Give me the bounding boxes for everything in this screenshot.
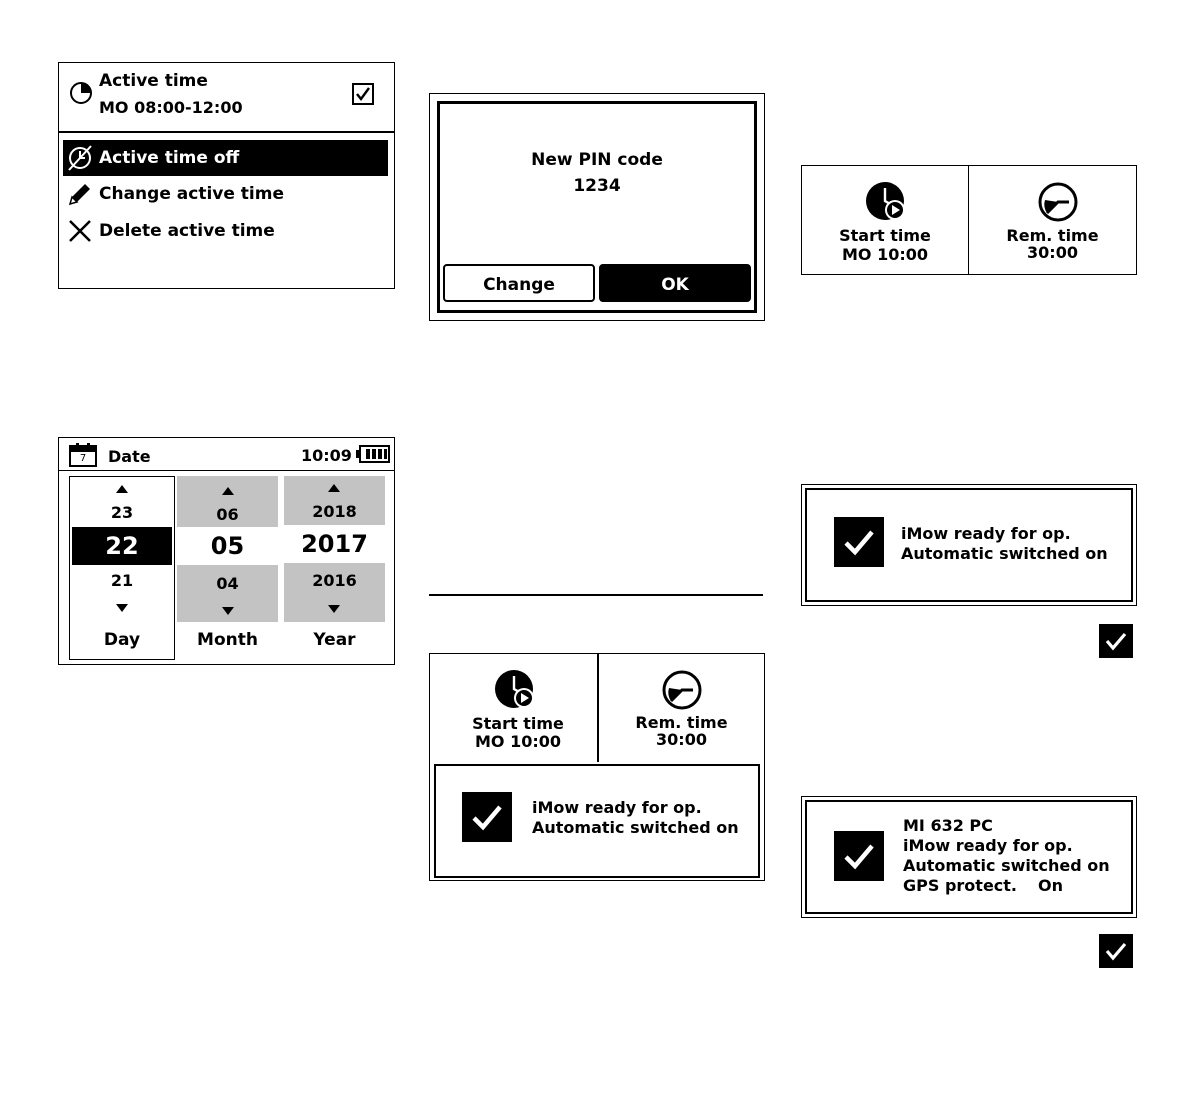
stopwatch-icon — [662, 670, 702, 710]
menu-item-change-active-time[interactable] — [63, 176, 388, 212]
ready-line-2: Automatic switched on — [532, 818, 739, 837]
month-label: Month — [197, 630, 258, 650]
calendar-day: 7 — [79, 453, 87, 464]
menu-item-delete-active-time[interactable] — [63, 213, 388, 249]
clock-quarter-icon — [69, 81, 93, 105]
enabled-checkbox[interactable] — [352, 83, 374, 105]
active-time-panel — [58, 62, 395, 289]
check-icon — [834, 831, 884, 881]
menu-item-active-time-off[interactable] — [63, 140, 388, 176]
remaining-time-value: 30:00 — [1027, 243, 1078, 262]
timer-panel — [801, 165, 1137, 275]
x-icon — [67, 218, 93, 244]
gps-status-panel — [801, 796, 1137, 918]
battery-icon — [356, 445, 390, 463]
gps-protect-value: On — [1038, 876, 1063, 895]
ready-line-2: Automatic switched on — [901, 544, 1108, 563]
ready-status-frame — [805, 488, 1133, 602]
pin-value: 1234 — [573, 176, 621, 196]
start-time-value: MO 10:00 — [841, 245, 929, 264]
clock-play-icon — [494, 670, 538, 710]
confirm-check-button[interactable] — [1099, 624, 1133, 658]
ready-line-1: iMow ready for op. — [532, 798, 702, 817]
remaining-time-label: Rem. time — [1006, 226, 1099, 245]
day-up-arrow-icon[interactable] — [116, 485, 128, 493]
month-column[interactable] — [177, 476, 278, 622]
change-button[interactable]: Change — [443, 264, 595, 302]
day-label: Day — [103, 630, 141, 650]
ready-status-box — [434, 764, 760, 878]
gps-line-1: iMow ready for op. — [903, 836, 1073, 855]
check-icon — [834, 517, 884, 567]
day-down-arrow-icon[interactable] — [116, 604, 128, 612]
confirm-check-button[interactable] — [1099, 934, 1133, 968]
year-up-arrow-icon[interactable] — [328, 484, 340, 492]
year-label: Year — [313, 630, 356, 650]
month-next: 04 — [216, 574, 239, 593]
remaining-time-cell — [969, 166, 1136, 274]
start-time-cell — [802, 166, 969, 274]
timer-status-panel — [429, 653, 765, 881]
day-column[interactable] — [69, 476, 175, 660]
year-current: 2017 — [284, 525, 385, 563]
active-time-title: Active time — [99, 71, 208, 91]
model-name: MI 632 PC — [903, 816, 993, 835]
month-current: 05 — [177, 527, 278, 565]
start-time-label: Start time — [839, 226, 931, 245]
pin-dialog — [429, 93, 765, 321]
menu-item-label: Active time off — [99, 148, 240, 168]
check-icon — [1099, 934, 1133, 968]
start-time-value: MO 10:00 — [474, 732, 562, 751]
active-time-header — [59, 63, 394, 133]
month-up-arrow-icon[interactable] — [222, 487, 234, 495]
day-prev: 23 — [110, 503, 134, 522]
check-icon — [462, 792, 512, 842]
month-down-arrow-icon[interactable] — [222, 607, 234, 615]
pin-title: New PIN code — [531, 150, 663, 170]
remaining-time-value: 30:00 — [656, 730, 707, 749]
gps-status-frame — [805, 800, 1133, 914]
year-next: 2016 — [312, 571, 357, 590]
start-time-cell — [430, 654, 599, 762]
year-column[interactable] — [284, 476, 385, 622]
year-prev: 2018 — [312, 502, 357, 521]
start-time-label: Start time — [472, 714, 564, 733]
separator-line — [429, 594, 763, 596]
menu-item-label: Change active time — [99, 184, 284, 204]
clock-play-icon — [865, 182, 909, 222]
day-next: 21 — [110, 571, 134, 590]
clock-readout: 10:09 — [301, 446, 352, 465]
gps-protect-label: GPS protect. — [903, 876, 1017, 895]
pencil-icon — [67, 181, 93, 207]
date-panel — [58, 437, 395, 665]
remaining-time-label: Rem. time — [635, 713, 728, 732]
pin-dialog-frame — [437, 101, 757, 313]
gps-line-2: Automatic switched on — [903, 856, 1110, 875]
stopwatch-icon — [1038, 182, 1078, 222]
check-icon — [1099, 624, 1133, 658]
year-down-arrow-icon[interactable] — [328, 605, 340, 613]
remaining-time-cell — [599, 654, 764, 762]
date-title: Date — [108, 447, 151, 466]
ready-line-1: iMow ready for op. — [901, 524, 1071, 543]
day-current: 22 — [72, 527, 172, 565]
clock-off-icon — [67, 144, 93, 172]
ok-button[interactable]: OK — [599, 264, 751, 302]
month-prev: 06 — [216, 505, 239, 524]
ready-status-panel — [801, 484, 1137, 606]
date-header — [59, 438, 394, 471]
menu-item-label: Delete active time — [99, 221, 275, 241]
active-time-schedule: MO 08:00-12:00 — [99, 98, 243, 117]
